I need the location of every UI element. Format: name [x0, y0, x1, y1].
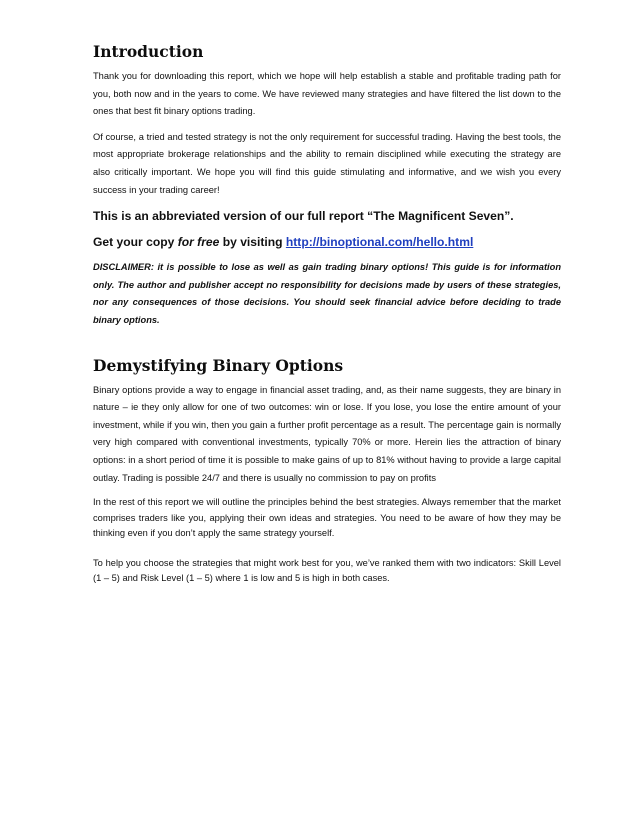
- get-copy-line: [93, 233, 561, 251]
- demystifying-heading: Demystifying Binary Options: [93, 355, 344, 375]
- for-free-text: for free: [177, 235, 220, 250]
- get-copy-prefix: Get your copy: [93, 235, 178, 250]
- introduction-heading: Introduction: [93, 42, 204, 61]
- get-copy-mid: by visiting: [219, 235, 286, 250]
- demystify-paragraph-2: In the rest of this report we will outline the principles behind the best strategies. Always remember that the market comprises traders like you, applying their own ideas and strategies. You need to be aware of how they may be thinking even if you don’t apply the same strategy yourself.: [93, 497, 561, 539]
- document-page: [93, 42, 561, 587]
- disclaimer-text: DISCLAIMER: it is possible to lose as well as gain trading binary options! This guide is for information only. The author and publisher accept no responsibility for decisions made by users of these strategies, nor any consequences of those decisions. You should seek financial advice before deciding to trade binary options.: [93, 262, 561, 325]
- report-link[interactable]: http://binoptional.com/hello.html: [285, 235, 474, 250]
- demystify-paragraph-1: Binary options provide a way to engage in financial asset trading, and, as their name suggests, they are binary in nature – ie they only allow for one of two outcomes: win or lose. If you lose, you lose the entire amount of your investment, while if you win, then you gain a further profit percentage as a result. The percentage gain is normally very high compared with conventional investments, typically 70% or more. Herein lies the attraction of binary options: in a short period of time it is possible to make gains of up to 81% without having to provide a large capital outlay. Trading is possible 24/7 and there is usually no commission to pay on profits: [93, 384, 561, 483]
- intro-paragraph-1: Thank you for downloading this report, which we hope will help establish a stable and profitable trading path for you, both now and in the years to come. We have reviewed many strategies and have filtered the list down to the ones that best fit binary options trading.: [93, 71, 561, 117]
- intro-paragraph-2: Of course, a tried and tested strategy is not the only requirement for successful trading. Having the best tools, the most appropriate brokerage relationships and the ability to remain disciplined while executing the strategy are also critically important. We hope you will find this guide stimulating and informative, and we wish you every success in your trading career!: [93, 131, 561, 195]
- abbreviated-notice: This is an abbreviated version of our full report “The Magnificent Seven”.: [93, 209, 514, 224]
- demystify-paragraph-3: To help you choose the strategies that might work best for you, we’ve ranked them with two indicators: Skill Level (1 – 5) and Risk Level (1 – 5) where 1 is low and 5 is high in both cases.: [93, 557, 561, 584]
